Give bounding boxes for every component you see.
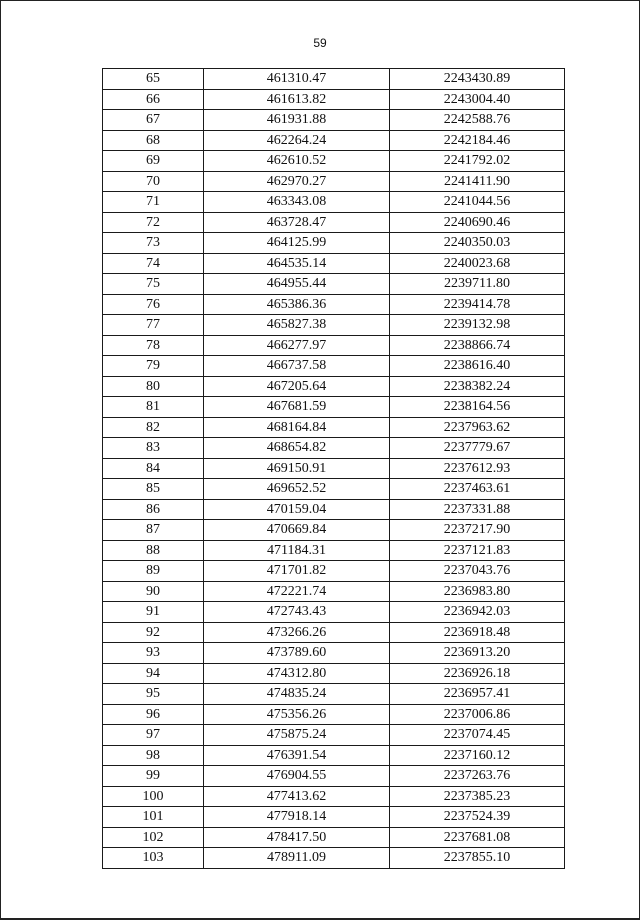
table-row <box>103 663 565 684</box>
x-coordinate-cell: 466737.58 <box>204 356 390 377</box>
table-row <box>103 704 565 725</box>
table-row <box>103 212 565 233</box>
table-row <box>103 622 565 643</box>
point-number-cell: 89 <box>103 561 204 582</box>
point-number-cell: 75 <box>103 274 204 295</box>
y-coordinate-cell: 2243430.89 <box>390 69 565 90</box>
table-row <box>103 376 565 397</box>
table-row <box>103 499 565 520</box>
y-coordinate-cell: 2238164.56 <box>390 397 565 418</box>
table-row <box>103 233 565 254</box>
x-coordinate-cell: 474835.24 <box>204 684 390 705</box>
y-coordinate-cell: 2236983.80 <box>390 581 565 602</box>
table-row <box>103 253 565 274</box>
table-row <box>103 827 565 848</box>
table-row <box>103 294 565 315</box>
y-coordinate-cell: 2239132.98 <box>390 315 565 336</box>
y-coordinate-cell: 2241792.02 <box>390 151 565 172</box>
table-row <box>103 766 565 787</box>
x-coordinate-cell: 471184.31 <box>204 540 390 561</box>
table-row <box>103 356 565 377</box>
y-coordinate-cell: 2240350.03 <box>390 233 565 254</box>
point-number-cell: 102 <box>103 827 204 848</box>
x-coordinate-cell: 464955.44 <box>204 274 390 295</box>
y-coordinate-cell: 2237263.76 <box>390 766 565 787</box>
x-coordinate-cell: 465827.38 <box>204 315 390 336</box>
y-coordinate-cell: 2237217.90 <box>390 520 565 541</box>
table-row <box>103 151 565 172</box>
y-coordinate-cell: 2240690.46 <box>390 212 565 233</box>
table-row <box>103 581 565 602</box>
x-coordinate-cell: 475875.24 <box>204 725 390 746</box>
coordinate-table-body <box>103 69 565 869</box>
x-coordinate-cell: 469150.91 <box>204 458 390 479</box>
point-number-cell: 93 <box>103 643 204 664</box>
point-number-cell: 67 <box>103 110 204 131</box>
y-coordinate-cell: 2237074.45 <box>390 725 565 746</box>
coordinate-table <box>102 68 565 869</box>
point-number-cell: 69 <box>103 151 204 172</box>
point-number-cell: 81 <box>103 397 204 418</box>
x-coordinate-cell: 466277.97 <box>204 335 390 356</box>
point-number-cell: 70 <box>103 171 204 192</box>
x-coordinate-cell: 472221.74 <box>204 581 390 602</box>
x-coordinate-cell: 467681.59 <box>204 397 390 418</box>
y-coordinate-cell: 2241044.56 <box>390 192 565 213</box>
y-coordinate-cell: 2237612.93 <box>390 458 565 479</box>
point-number-cell: 90 <box>103 581 204 602</box>
point-number-cell: 86 <box>103 499 204 520</box>
x-coordinate-cell: 476904.55 <box>204 766 390 787</box>
y-coordinate-cell: 2237681.08 <box>390 827 565 848</box>
x-coordinate-cell: 465386.36 <box>204 294 390 315</box>
x-coordinate-cell: 477413.62 <box>204 786 390 807</box>
y-coordinate-cell: 2237043.76 <box>390 561 565 582</box>
x-coordinate-cell: 463728.47 <box>204 212 390 233</box>
point-number-cell: 71 <box>103 192 204 213</box>
table-row <box>103 684 565 705</box>
point-number-cell: 73 <box>103 233 204 254</box>
table-row <box>103 274 565 295</box>
point-number-cell: 82 <box>103 417 204 438</box>
table-row <box>103 69 565 90</box>
y-coordinate-cell: 2238382.24 <box>390 376 565 397</box>
table-row <box>103 417 565 438</box>
point-number-cell: 95 <box>103 684 204 705</box>
table-row <box>103 458 565 479</box>
point-number-cell: 66 <box>103 89 204 110</box>
y-coordinate-cell: 2236942.03 <box>390 602 565 623</box>
x-coordinate-cell: 474312.80 <box>204 663 390 684</box>
point-number-cell: 74 <box>103 253 204 274</box>
table-row <box>103 89 565 110</box>
point-number-cell: 85 <box>103 479 204 500</box>
x-coordinate-cell: 470669.84 <box>204 520 390 541</box>
table-row <box>103 315 565 336</box>
point-number-cell: 101 <box>103 807 204 828</box>
x-coordinate-cell: 464535.14 <box>204 253 390 274</box>
point-number-cell: 76 <box>103 294 204 315</box>
point-number-cell: 94 <box>103 663 204 684</box>
y-coordinate-cell: 2237331.88 <box>390 499 565 520</box>
y-coordinate-cell: 2236926.18 <box>390 663 565 684</box>
x-coordinate-cell: 475356.26 <box>204 704 390 725</box>
point-number-cell: 80 <box>103 376 204 397</box>
x-coordinate-cell: 477918.14 <box>204 807 390 828</box>
point-number-cell: 96 <box>103 704 204 725</box>
x-coordinate-cell: 464125.99 <box>204 233 390 254</box>
point-number-cell: 99 <box>103 766 204 787</box>
y-coordinate-cell: 2239414.78 <box>390 294 565 315</box>
y-coordinate-cell: 2240023.68 <box>390 253 565 274</box>
y-coordinate-cell: 2238616.40 <box>390 356 565 377</box>
y-coordinate-cell: 2236957.41 <box>390 684 565 705</box>
table-row <box>103 438 565 459</box>
y-coordinate-cell: 2237121.83 <box>390 540 565 561</box>
table-row <box>103 479 565 500</box>
y-coordinate-cell: 2237385.23 <box>390 786 565 807</box>
x-coordinate-cell: 473266.26 <box>204 622 390 643</box>
x-coordinate-cell: 472743.43 <box>204 602 390 623</box>
point-number-cell: 84 <box>103 458 204 479</box>
point-number-cell: 92 <box>103 622 204 643</box>
x-coordinate-cell: 470159.04 <box>204 499 390 520</box>
table-row <box>103 192 565 213</box>
point-number-cell: 78 <box>103 335 204 356</box>
x-coordinate-cell: 461931.88 <box>204 110 390 131</box>
table-row <box>103 602 565 623</box>
x-coordinate-cell: 467205.64 <box>204 376 390 397</box>
table-row <box>103 848 565 869</box>
table-row <box>103 397 565 418</box>
y-coordinate-cell: 2237779.67 <box>390 438 565 459</box>
y-coordinate-cell: 2237006.86 <box>390 704 565 725</box>
x-coordinate-cell: 476391.54 <box>204 745 390 766</box>
x-coordinate-cell: 473789.60 <box>204 643 390 664</box>
x-coordinate-cell: 468164.84 <box>204 417 390 438</box>
point-number-cell: 65 <box>103 69 204 90</box>
x-coordinate-cell: 461613.82 <box>204 89 390 110</box>
table-row <box>103 807 565 828</box>
y-coordinate-cell: 2236913.20 <box>390 643 565 664</box>
x-coordinate-cell: 461310.47 <box>204 69 390 90</box>
y-coordinate-cell: 2236918.48 <box>390 622 565 643</box>
x-coordinate-cell: 469652.52 <box>204 479 390 500</box>
y-coordinate-cell: 2237963.62 <box>390 417 565 438</box>
point-number-cell: 87 <box>103 520 204 541</box>
point-number-cell: 72 <box>103 212 204 233</box>
y-coordinate-cell: 2237160.12 <box>390 745 565 766</box>
y-coordinate-cell: 2237524.39 <box>390 807 565 828</box>
table-row <box>103 643 565 664</box>
point-number-cell: 103 <box>103 848 204 869</box>
x-coordinate-cell: 471701.82 <box>204 561 390 582</box>
y-coordinate-cell: 2242184.46 <box>390 130 565 151</box>
y-coordinate-cell: 2237463.61 <box>390 479 565 500</box>
x-coordinate-cell: 468654.82 <box>204 438 390 459</box>
table-row <box>103 745 565 766</box>
table-row <box>103 171 565 192</box>
y-coordinate-cell: 2242588.76 <box>390 110 565 131</box>
x-coordinate-cell: 463343.08 <box>204 192 390 213</box>
point-number-cell: 97 <box>103 725 204 746</box>
point-number-cell: 77 <box>103 315 204 336</box>
point-number-cell: 68 <box>103 130 204 151</box>
point-number-cell: 91 <box>103 602 204 623</box>
table-row <box>103 561 565 582</box>
table-row <box>103 520 565 541</box>
point-number-cell: 83 <box>103 438 204 459</box>
x-coordinate-cell: 462970.27 <box>204 171 390 192</box>
y-coordinate-cell: 2237855.10 <box>390 848 565 869</box>
point-number-cell: 100 <box>103 786 204 807</box>
table-row <box>103 130 565 151</box>
table-row <box>103 725 565 746</box>
point-number-cell: 88 <box>103 540 204 561</box>
table-row <box>103 335 565 356</box>
x-coordinate-cell: 478911.09 <box>204 848 390 869</box>
y-coordinate-cell: 2238866.74 <box>390 335 565 356</box>
point-number-cell: 79 <box>103 356 204 377</box>
page-number: 59 <box>313 36 327 50</box>
x-coordinate-cell: 478417.50 <box>204 827 390 848</box>
table-row <box>103 110 565 131</box>
table-row <box>103 540 565 561</box>
point-number-cell: 98 <box>103 745 204 766</box>
table-row <box>103 786 565 807</box>
y-coordinate-cell: 2239711.80 <box>390 274 565 295</box>
y-coordinate-cell: 2243004.40 <box>390 89 565 110</box>
x-coordinate-cell: 462264.24 <box>204 130 390 151</box>
y-coordinate-cell: 2241411.90 <box>390 171 565 192</box>
x-coordinate-cell: 462610.52 <box>204 151 390 172</box>
